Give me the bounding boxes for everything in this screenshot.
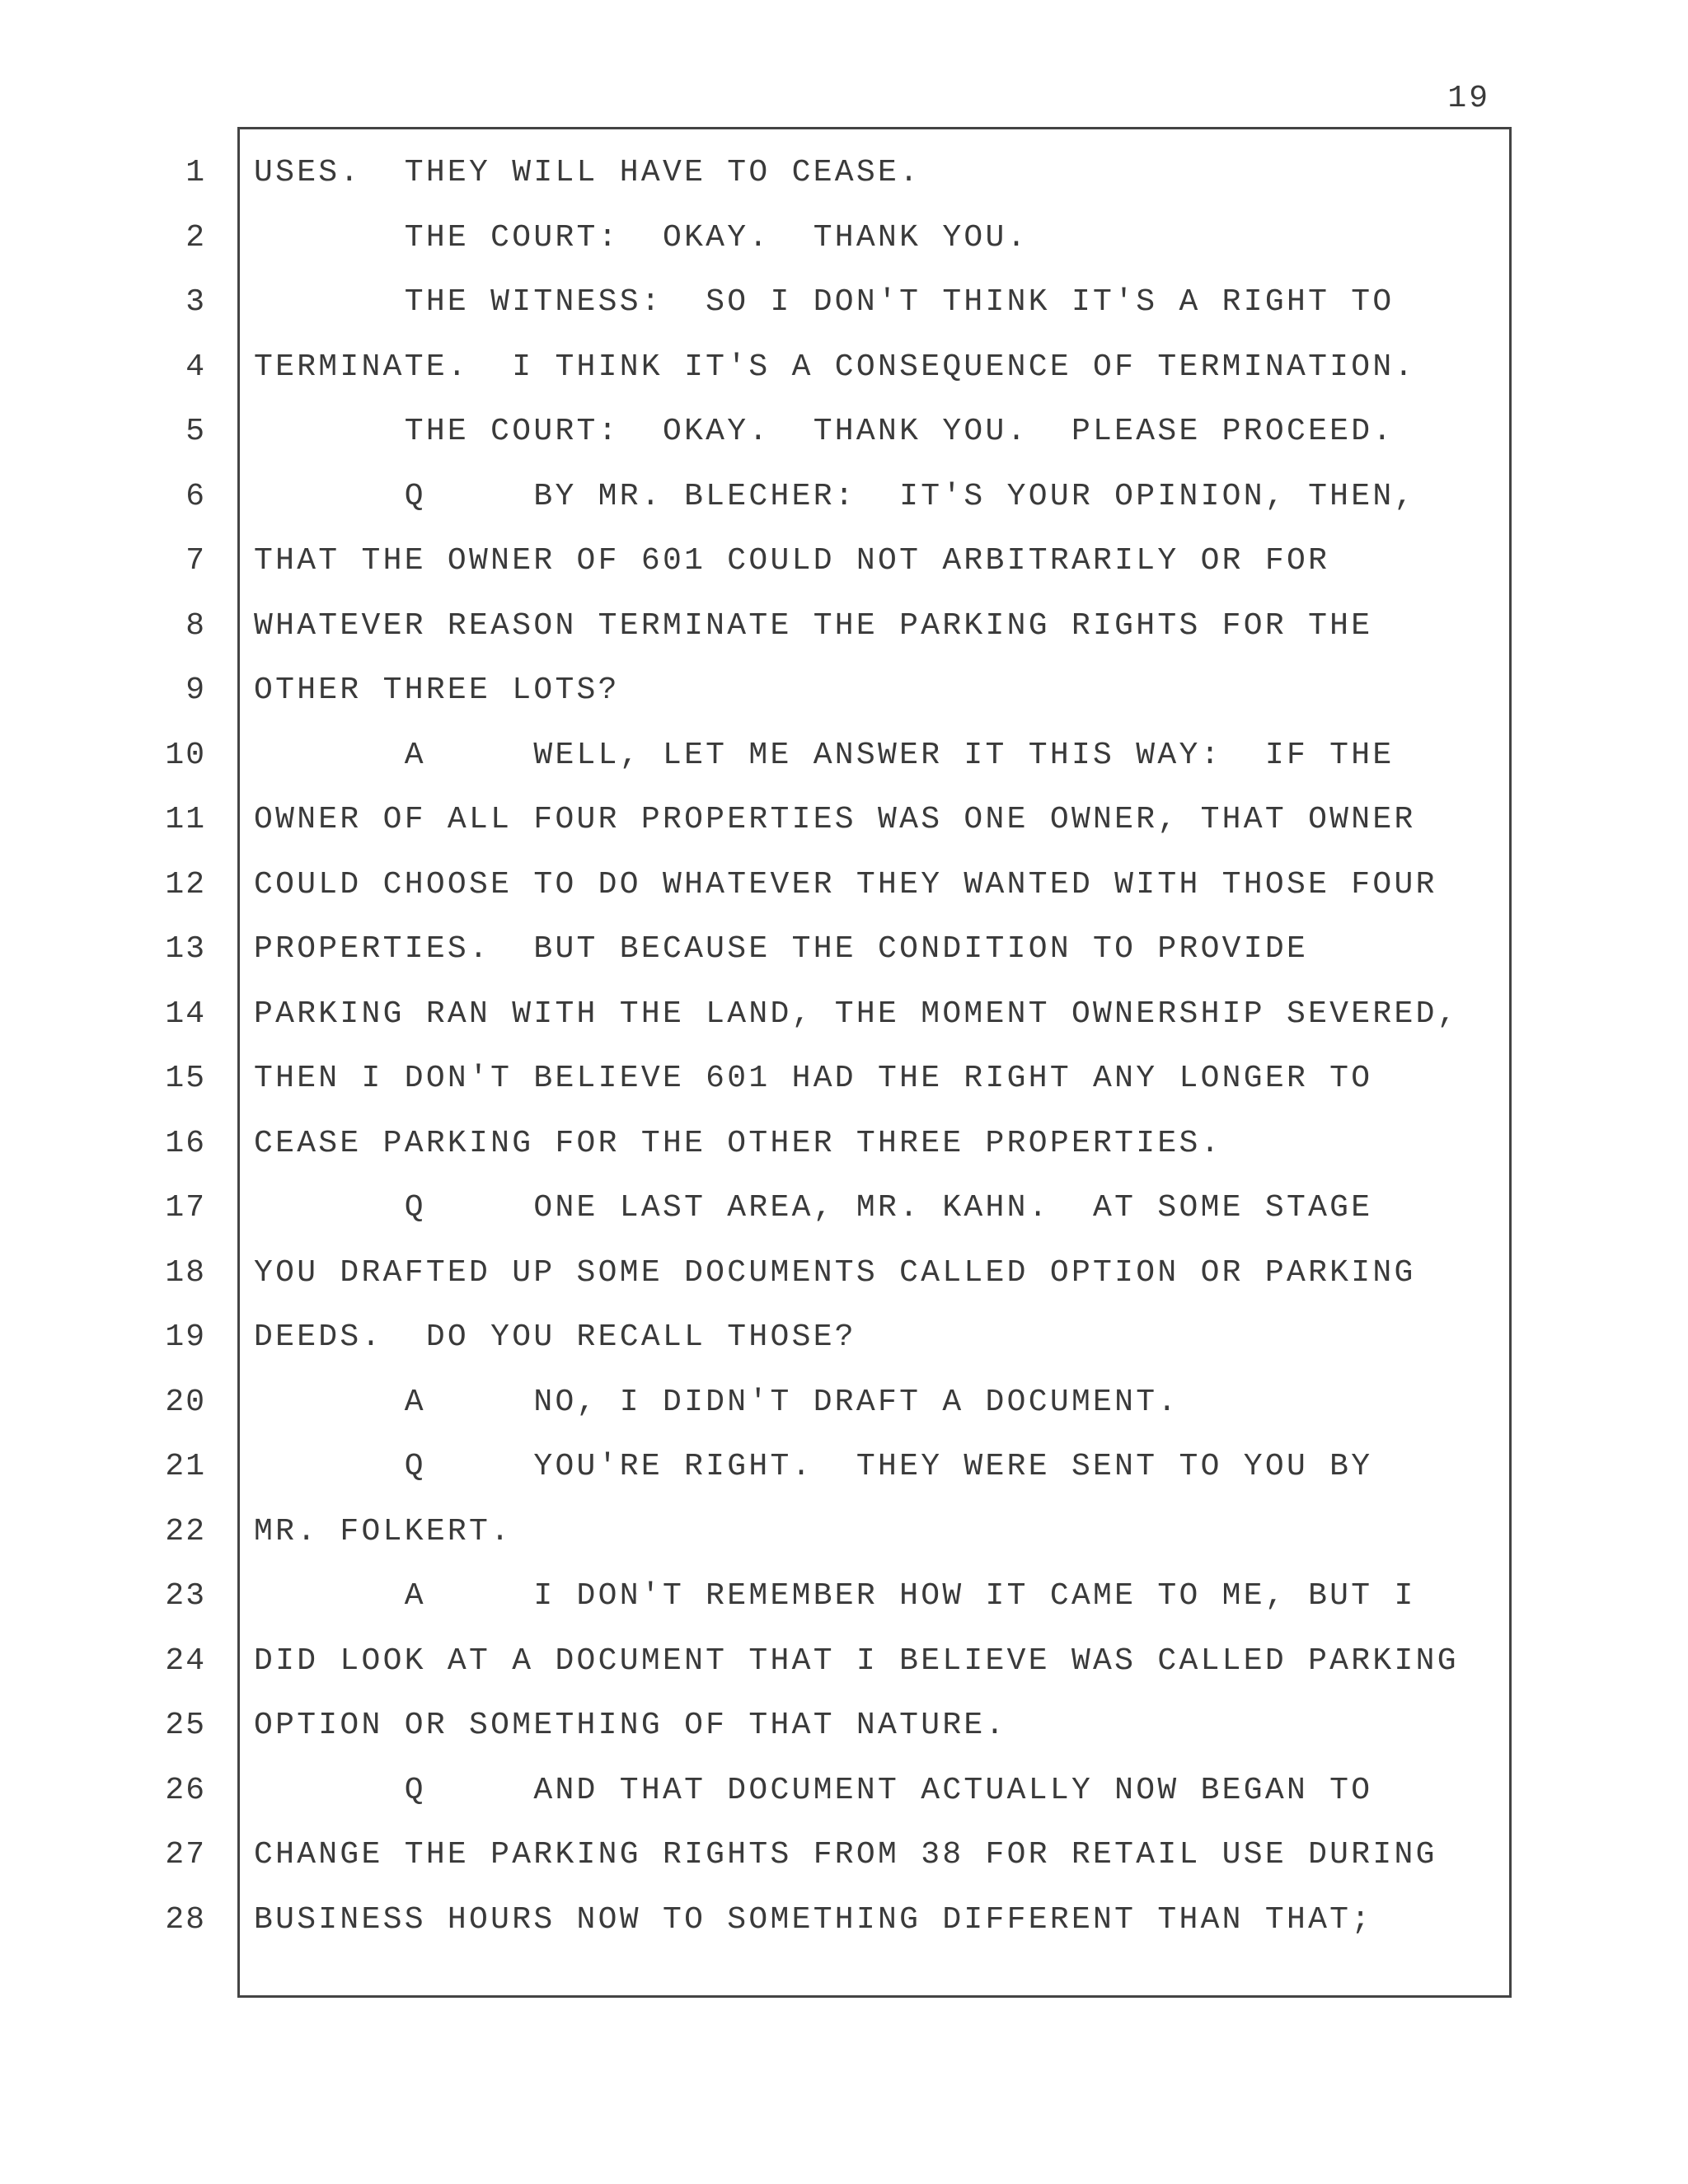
- line-number: 17: [165, 1190, 206, 1226]
- line-number: 1: [185, 155, 206, 190]
- transcript-line: A NO, I DIDN'T DRAFT A DOCUMENT.: [254, 1384, 1179, 1420]
- transcript-line: COULD CHOOSE TO DO WHATEVER THEY WANTED WITH THOSE FOUR: [254, 866, 1437, 902]
- transcript-line: OTHER THREE LOTS?: [254, 673, 620, 708]
- line-number: 13: [165, 931, 206, 967]
- line-number: 19: [165, 1319, 206, 1355]
- transcript-line: USES. THEY WILL HAVE TO CEASE.: [254, 155, 921, 190]
- transcript-line: Q BY MR. BLECHER: IT'S YOUR OPINION, THEN,: [254, 478, 1416, 514]
- transcript-line: TERMINATE. I THINK IT'S A CONSEQUENCE OF TERMINATION.: [254, 349, 1416, 385]
- transcript-line: THE WITNESS: SO I DON'T THINK IT'S A RIGHT TO: [254, 284, 1395, 320]
- transcript-line: BUSINESS HOURS NOW TO SOMETHING DIFFERENT THAN THAT;: [254, 1901, 1373, 1938]
- line-number: 7: [185, 543, 206, 579]
- line-number: 8: [185, 607, 206, 644]
- transcript-line: DEEDS. DO YOU RECALL THOSE?: [254, 1319, 856, 1355]
- transcript-line: OPTION OR SOMETHING OF THAT NATURE.: [254, 1708, 1007, 1743]
- transcript-line: Q AND THAT DOCUMENT ACTUALLY NOW BEGAN TO: [254, 1772, 1373, 1808]
- transcript-line: THE COURT: OKAY. THANK YOU. PLEASE PROCEED.: [254, 414, 1395, 449]
- line-number: 12: [165, 866, 206, 902]
- line-number: 15: [165, 1061, 206, 1096]
- transcript-line: CEASE PARKING FOR THE OTHER THREE PROPERTIES.: [254, 1125, 1222, 1161]
- line-number: 6: [185, 478, 206, 514]
- transcript-line: THEN I DON'T BELIEVE 601 HAD THE RIGHT ANY LONGER TO: [254, 1061, 1373, 1096]
- line-number: 14: [165, 996, 206, 1032]
- line-number: 25: [165, 1708, 206, 1743]
- line-number: 27: [165, 1837, 206, 1872]
- transcript-line: WHATEVER REASON TERMINATE THE PARKING RIGHTS FOR THE: [254, 607, 1373, 644]
- transcript-line: Q YOU'RE RIGHT. THEY WERE SENT TO YOU BY: [254, 1449, 1373, 1484]
- line-number: 21: [165, 1449, 206, 1484]
- transcript-line: THAT THE OWNER OF 601 COULD NOT ARBITRARILY OR FOR: [254, 543, 1330, 579]
- transcript-line: A I DON'T REMEMBER HOW IT CAME TO ME, BUT I: [254, 1578, 1416, 1614]
- page-number: 19: [1447, 81, 1490, 116]
- line-number: 2: [185, 219, 206, 255]
- transcript-line: THE COURT: OKAY. THANK YOU.: [254, 219, 1029, 255]
- line-number: 28: [165, 1901, 206, 1938]
- line-number: 16: [165, 1125, 206, 1161]
- transcript-line: Q ONE LAST AREA, MR. KAHN. AT SOME STAGE: [254, 1190, 1373, 1226]
- line-number: 3: [185, 284, 206, 320]
- transcript-line: OWNER OF ALL FOUR PROPERTIES WAS ONE OWNER, THAT OWNER: [254, 802, 1416, 837]
- transcript-line: A WELL, LET ME ANSWER IT THIS WAY: IF THE: [254, 737, 1395, 773]
- line-number: 9: [185, 673, 206, 708]
- line-number: 26: [165, 1772, 206, 1808]
- line-number: 24: [165, 1643, 206, 1679]
- transcript-line: MR. FOLKERT.: [254, 1513, 513, 1549]
- line-number: 22: [165, 1513, 206, 1549]
- transcript-line: CHANGE THE PARKING RIGHTS FROM 38 FOR RETAIL USE DURING: [254, 1837, 1437, 1872]
- transcript-line: DID LOOK AT A DOCUMENT THAT I BELIEVE WAS CALLED PARKING: [254, 1643, 1459, 1679]
- transcript-line: PROPERTIES. BUT BECAUSE THE CONDITION TO PROVIDE: [254, 931, 1309, 967]
- transcript-line: YOU DRAFTED UP SOME DOCUMENTS CALLED OPTION OR PARKING: [254, 1254, 1416, 1291]
- transcript-line: PARKING RAN WITH THE LAND, THE MOMENT OWNERSHIP SEVERED,: [254, 996, 1459, 1032]
- line-number: 11: [165, 802, 206, 837]
- line-number: 23: [165, 1578, 206, 1614]
- line-number: 18: [165, 1254, 206, 1291]
- line-number: 10: [165, 737, 206, 773]
- line-number: 20: [165, 1384, 206, 1420]
- line-number: 4: [185, 349, 206, 385]
- line-number: 5: [185, 414, 206, 449]
